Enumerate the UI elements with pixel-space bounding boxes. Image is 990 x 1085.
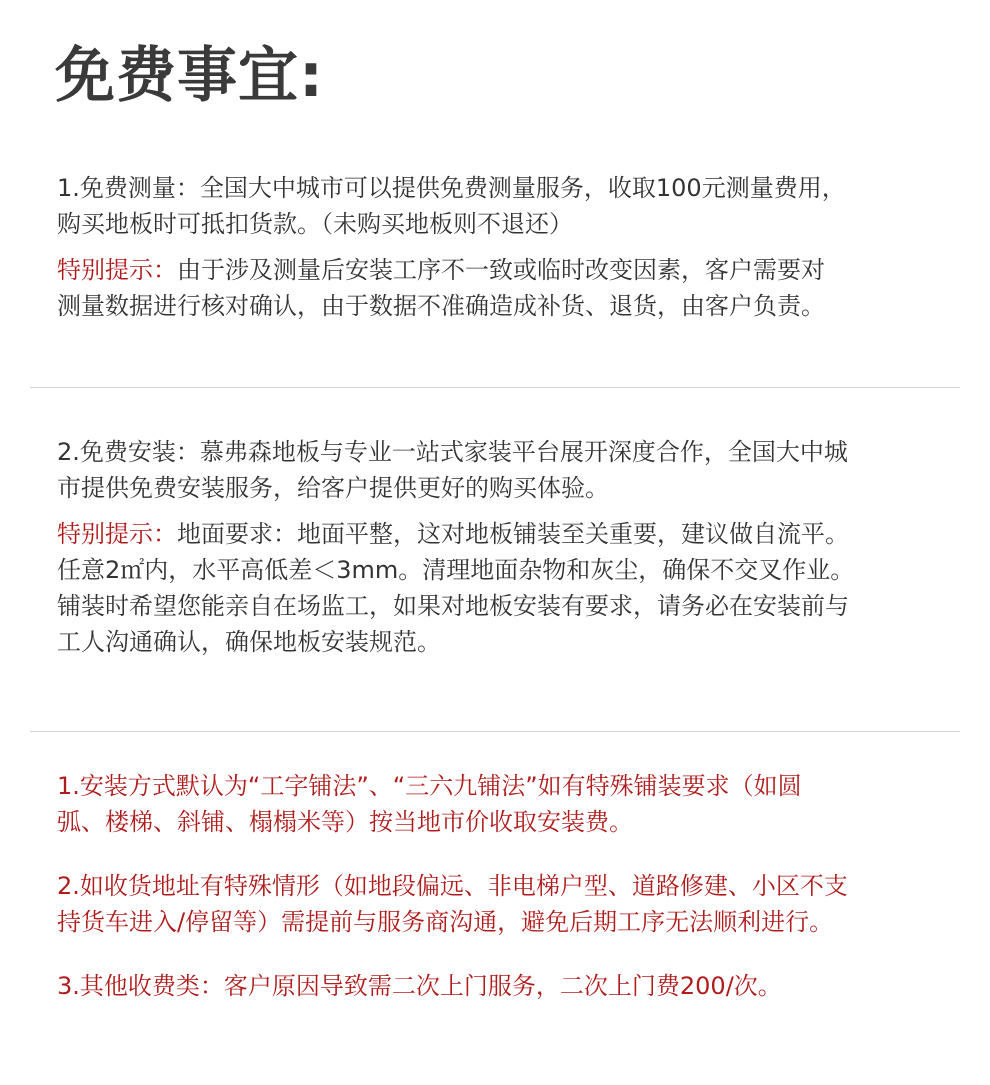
- note-2-line-1: 2.如收货地址有特殊情形（如地段偏远、非电梯户型、道路修建、小区不支: [57, 872, 848, 900]
- note-3-line-1: 3.其他收费类：客户原因导致需二次上门服务，二次上门费200/次。: [57, 972, 782, 1000]
- free-measurement-section: [57, 170, 957, 324]
- installation-tip-line-4: 工人沟通确认，确保地板安装规范。: [57, 628, 441, 656]
- note-special-address: [57, 868, 957, 940]
- page-title: 免费事宜:: [55, 41, 324, 111]
- note-1-line-1: 1.安装方式默认为“工字铺法”、“三六九铺法”如有特殊铺装要求（如圆: [57, 772, 802, 800]
- note-1-line-2: 弧、楼梯、斜铺、榻榻米等）按当地市价收取安装费。: [57, 808, 633, 836]
- installation-tip: [57, 516, 957, 660]
- installation-tip-line-3: 铺装时希望您能亲自在场监工，如果对地板安装有要求，请务必在安装前与: [57, 592, 849, 620]
- installation-tip-line-1: 地面要求：地面平整，这对地板铺装至关重要，建议做自流平。: [177, 520, 849, 548]
- note-installation-method: [57, 768, 957, 840]
- note-2-line-2: 持货车进入/停留等）需提前与服务商沟通，避免后期工序无法顺利进行。: [57, 908, 834, 936]
- installation-tip-line-2: 任意2㎡内，水平高低差＜3mm。清理地面杂物和灰尘，确保不交叉作业。: [57, 556, 855, 584]
- measurement-tip-line-1: 由于涉及测量后安装工序不一致或临时改变因素，客户需要对: [177, 256, 825, 284]
- installation-line-1: 2.免费安装：慕弗森地板与专业一站式家装平台展开深度合作，全国大中城: [57, 438, 848, 466]
- installation-description: [57, 434, 957, 506]
- measurement-description: [57, 170, 957, 242]
- measurement-tip: [57, 252, 957, 324]
- measurement-tip-label: 特别提示：: [57, 256, 177, 284]
- section-divider-2: [30, 731, 960, 732]
- section-divider-1: [30, 387, 960, 388]
- measurement-tip-line-2: 测量数据进行核对确认，由于数据不准确造成补货、退货，由客户负责。: [57, 292, 825, 320]
- note-other-fees: [57, 968, 957, 1004]
- measurement-line-2: 购买地板时可抵扣货款。（未购买地板则不退还）: [57, 210, 573, 238]
- measurement-line-1: 1.免费测量：全国大中城市可以提供免费测量服务，收取100元测量费用，: [57, 174, 846, 202]
- installation-notes-section: [57, 768, 957, 1004]
- free-installation-section: [57, 434, 957, 660]
- installation-line-2: 市提供免费安装服务，给客户提供更好的购买体验。: [57, 474, 609, 502]
- installation-tip-label: 特别提示：: [57, 520, 177, 548]
